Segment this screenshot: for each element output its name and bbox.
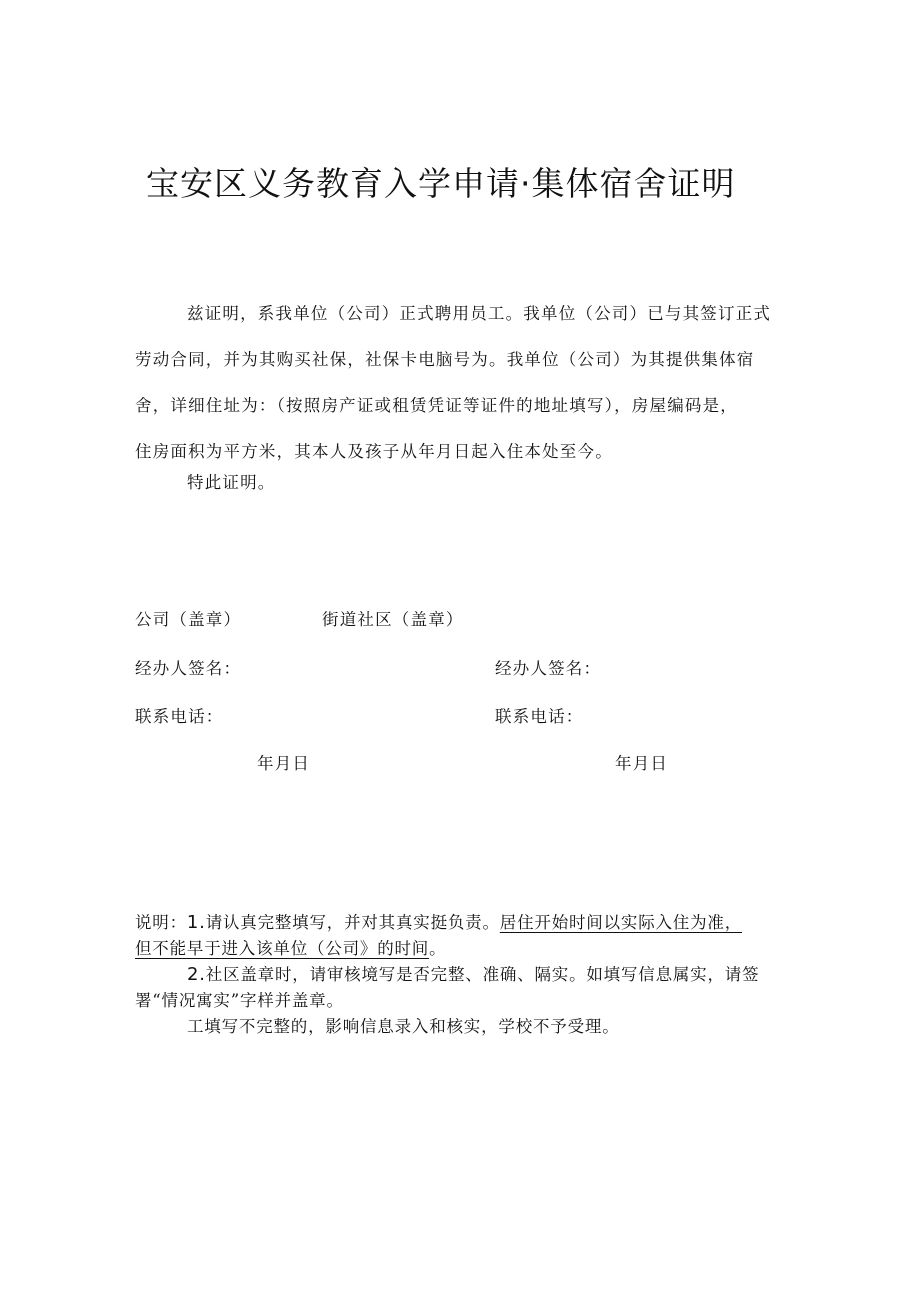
right-handler-signature-label: 经办人签名： (495, 659, 602, 678)
instructions-section (135, 910, 795, 1040)
community-stamp-label: 街道社区（盖章） (322, 610, 464, 629)
left-handler-signature-label: 经办人签名： (135, 659, 242, 678)
note-item-2-text-a: 社区盖章时，请审核境写是否完整、准确、隔实。如填写信息属实，请签 (205, 965, 760, 984)
certificate-body (135, 291, 795, 475)
left-date-label: 年月日 (257, 754, 311, 773)
company-stamp-label: 公司（盖章） (135, 610, 242, 629)
note-item-2-number: 2. (187, 964, 206, 985)
note-item-3: 工填写不完整的，影响信息录入和核实，学校不予受理。 (187, 1017, 620, 1036)
body-line-4: 住房面积为平方米，其本人及孩子从年月日起入住本处至今。 (135, 442, 613, 461)
note-prefix: 说明： (135, 913, 187, 932)
right-date-label: 年月日 (615, 754, 669, 773)
note-item-1-text: 请认真完整填写，并对其真实挺负责。 (205, 913, 500, 932)
left-phone-label: 联系电话： (135, 707, 224, 726)
note-item-2 (135, 962, 795, 988)
note-item-1-number: 1. (186, 912, 206, 933)
note-item-1-continued (135, 936, 795, 962)
note-item-1-underlined-b: 但不能早于进入该单位（公司》的时间 (135, 939, 430, 958)
body-line-2: 劳动合同，并为其购买社保，社保卡电脑号为。我单位（公司）为其提供集体宿 (135, 350, 755, 369)
note-item-2-continued: 署“情况寓实”字样并盖章。 (135, 991, 344, 1010)
body-line-1: 兹证明，系我单位（公司）正式聘用员工。我单位（公司）已与其签订正式 (187, 304, 772, 323)
right-phone-label: 联系电话： (495, 707, 584, 726)
note-item-1-end: 。 (429, 939, 447, 958)
body-line-3: 舍，详细住址为：（按照房产证或租赁凭证等证件的地址填写），房屋编码是， (135, 396, 738, 415)
closing-statement: 特此证明。 (187, 473, 276, 492)
note-item-1-underlined-a: 居住开始时间以实际入住为准， (499, 913, 742, 932)
note-item-1 (135, 910, 795, 936)
document-title: 宝安区义务教育入学申请·集体宿舍证明 (146, 164, 736, 203)
